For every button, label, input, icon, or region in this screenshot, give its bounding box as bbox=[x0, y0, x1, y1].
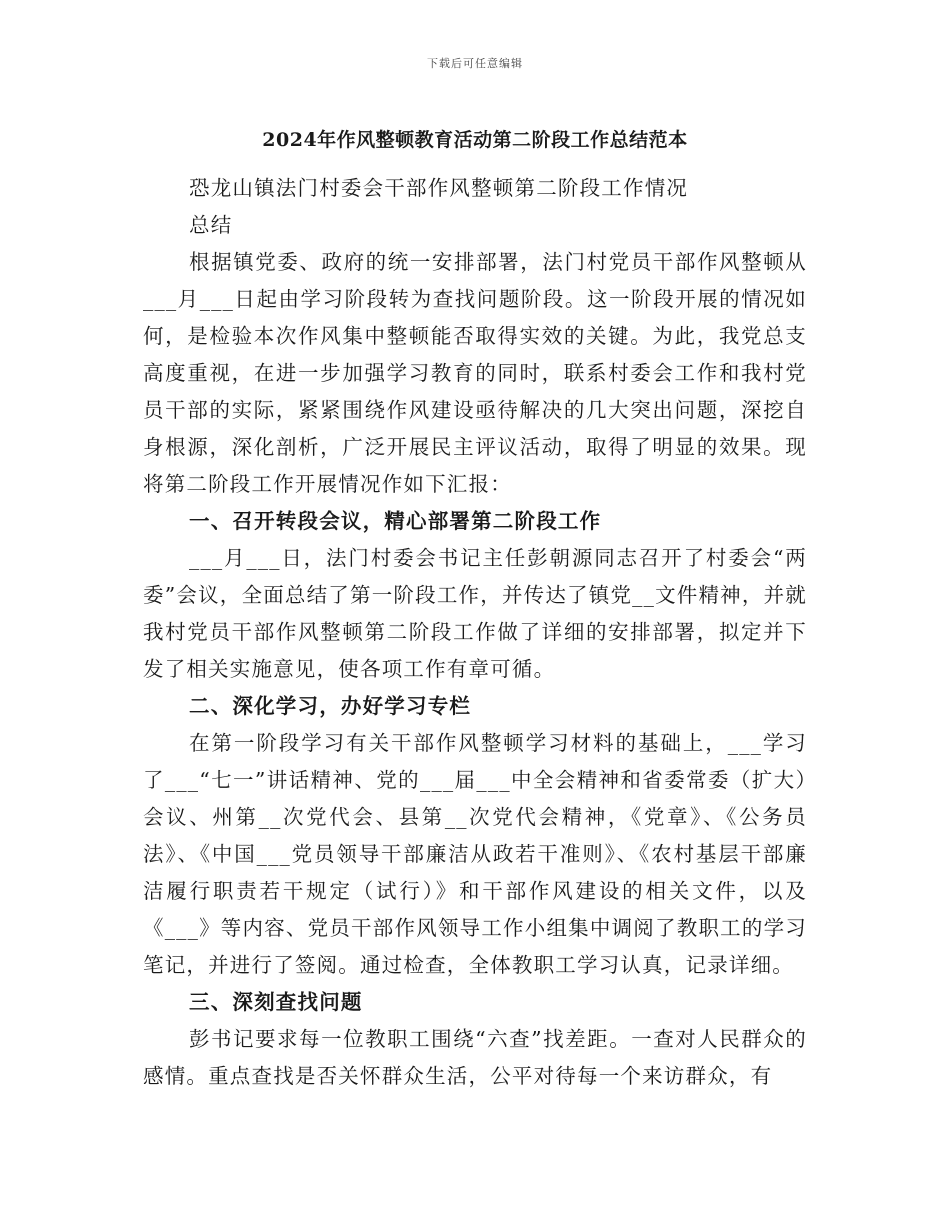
section-3-heading: 三、深刻查找问题 bbox=[189, 990, 363, 1014]
section-1-body: ___月___日，法门村委会书记主任彭朝源同志召开了村委会“两委”会议，全面总结了第一阶段工作，并传达了镇党__文件精神，并就我村党员干部作风整顿第二阶段工作做了详细的安排部署，拟定并下发了相关实施意见，使各项工作有章可循。 bbox=[143, 546, 807, 681]
section-3-body: 彭书记要求每一位教职工围绕“六查”找差距。一查对人民群众的感情。重点查找是否关怀群众生活，公平对待每一个来访群众，有 bbox=[143, 1027, 807, 1088]
section-2-heading: 二、深化学习，办好学习专栏 bbox=[189, 694, 472, 718]
intro-paragraph: 根据镇党委、政府的统一安排部署，法门村党员干部作风整顿从___月___日起由学习阶段转为查找问题阶段。这一阶段开展的情况如何，是检验本次作风集中整顿能否取得实效的关键。为此，我党总支高度重视，在进一步加强学习教育的同时，联系村委会工作和我村党员干部的实际，紧紧围绕作风建设亟待解决的几大突出问题，深挖自身根源，深化剖析，广泛开展民主评议活动，取得了明显的效果。现将第二阶段工作开展情况作如下汇报： bbox=[143, 250, 807, 496]
subtitle-line-1: 恐龙山镇法门村委会干部作风整顿第二阶段工作情况 bbox=[189, 176, 689, 200]
document-body bbox=[143, 170, 807, 1095]
section-1-heading: 一、召开转段会议，精心部署第二阶段工作 bbox=[189, 509, 602, 533]
subtitle-line-2: 总结 bbox=[189, 213, 233, 237]
document-title: 2024年作风整顿教育活动第二阶段工作总结范本 bbox=[262, 129, 688, 151]
header-note: 下载后可任意编辑 bbox=[427, 57, 523, 70]
section-2-body: 在第一阶段学习有关干部作风整顿学习材料的基础上，___学习了___“七一”讲话精神、党的___届___中全会精神和省委常委（扩大）会议、州第__次党代会、县第__次党代会精神，《党章》、《公务员法》、《中国___党员领导干部廉洁从政若干准则》、《农村基层干部廉洁履行职责若干规定（试行）》和干部作风建设的相关文件，以及《___》等内容、党员干部作风领导工作小组集中调阅了教职工的学习笔记，并进行了签阅。通过检查，全体教职工学习认真，记录详细。 bbox=[143, 731, 807, 977]
